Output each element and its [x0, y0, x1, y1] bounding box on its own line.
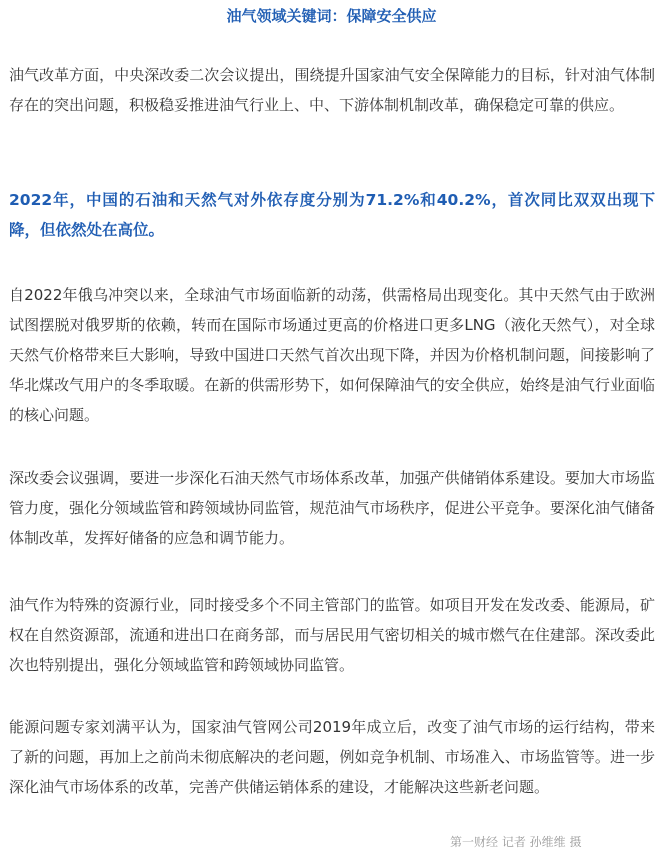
paragraph-market-turmoil: 自2022年俄乌冲突以来，全球油气市场面临新的动荡，供需格局出现变化。其中天然气由于欧洲试图摆脱对俄罗斯的依赖，转而在国际市场通过更高的价格进口更多LNG（液化天然气），对全球天然气价格带来巨大影响，导致中国进口天然气首次出现下降，并因为价格机制问题，间接影响了华北煤改气用户的冬季取暖。在新的供需形势下，如何保障油气的安全供应，始终是油气行业面临的核心问题。 — [9, 286, 655, 424]
image-caption: 第一财经 记者 孙维维 摄 — [450, 835, 582, 849]
article-title: 油气领域关键词：保障安全供应 — [226, 7, 437, 25]
paragraph-regulation: 油气作为特殊的资源行业，同时接受多个不同主管部门的监管。如项目开发在发改委、能源局，矿权在自然资源部，流通和进出口在商务部，而与居民用气密切相关的城市燃气在住建部。深改委此次也特别提出，强化分领域监管和跨领域协同监管。 — [9, 596, 655, 674]
paragraph-reform-emphasis: 深改委会议强调，要进一步深化石油天然气市场体系改革，加强产供储销体系建设。要加大市场监管力度，强化分领域监管和跨领域协同监管，规范油气市场秩序，促进公平竞争。要深化油气储备体制改革，发挥好储备的应急和调节能力。 — [9, 469, 655, 547]
paragraph-highlight: 2022年，中国的石油和天然气对外依存度分别为71.2%和40.2%，首次同比双双出现下降，但依然处在高位。 — [9, 191, 655, 239]
paragraph-intro: 油气改革方面，中央深改委二次会议提出，围绕提升国家油气安全保障能力的目标，针对油气体制存在的突出问题，积极稳妥推进油气行业上、中、下游体制机制改革，确保稳定可靠的供应。 — [9, 66, 655, 114]
paragraph-expert-opinion: 能源问题专家刘满平认为，国家油气管网公司2019年成立后，改变了油气市场的运行结构，带来了新的问题，再加上之前尚未彻底解决的老问题，例如竞争机制、市场准入、市场监管等。进一步深化油气市场体系的改革，完善产供储运销体系的建设，才能解决这些新老问题。 — [9, 718, 655, 796]
